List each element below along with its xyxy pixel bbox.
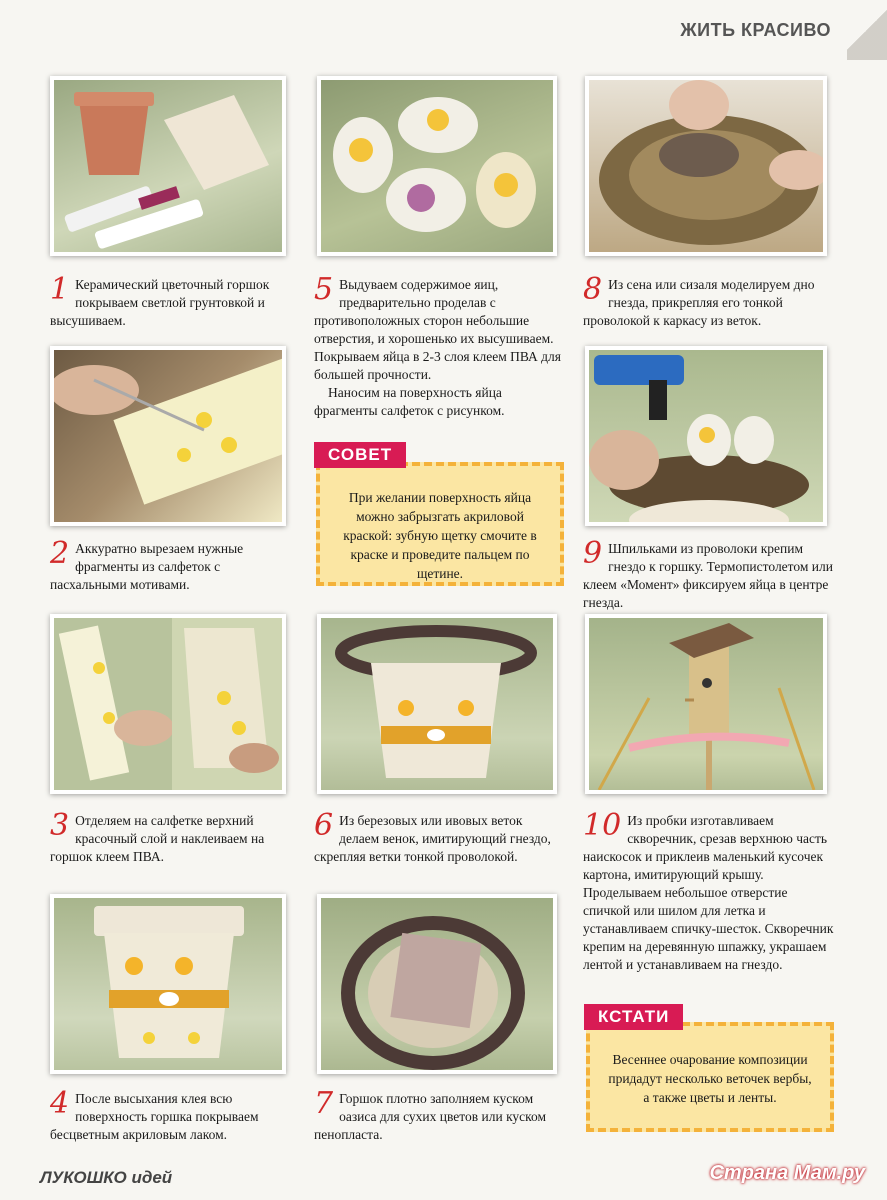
by-the-way-label: КСТАТИ (584, 1004, 683, 1030)
by-the-way-box (586, 1022, 834, 1132)
photo-step-9 (585, 346, 827, 526)
step-7 (314, 1086, 562, 1144)
photo-step-1 (50, 76, 286, 256)
step-number: 6 (314, 808, 334, 843)
photo-step-10 (585, 614, 827, 794)
step-text-continued: Наносим на поверхность яйца фрагменты салфеток с рисунком. (314, 385, 505, 418)
step-8 (583, 272, 833, 330)
step-1 (50, 272, 290, 330)
section-title: ЖИТЬ КРАСИВО (680, 20, 831, 40)
photo-step-8 (585, 76, 827, 256)
step-number: 9 (583, 536, 603, 571)
step-2 (50, 536, 290, 594)
photo-step-7 (317, 894, 557, 1074)
photo-step-6 (317, 614, 557, 794)
magazine-logo: ЛУКОШКО идей (40, 1168, 173, 1187)
step-number: 7 (314, 1086, 334, 1121)
step-text: Из березовых или ивовых веток делаем венок, имитирующий гнездо, скрепляя ветки тонкой проволокой. (314, 813, 551, 864)
by-the-way-text: Весеннее очарование композиции придадут несколько веточек вербы, а также цветы и ленты. (608, 1052, 812, 1105)
step-text: Выдуваем содержимое яиц, предварительно проделав с противоположных сторон небольшие отверстия, и хорошенько их высушиваем. Покрываем яйца в 2-3 слоя клеем ПВА для большей прочности. (314, 277, 561, 382)
step-number: 10 (583, 808, 622, 843)
photo-step-2 (50, 346, 286, 526)
advice-box (316, 462, 564, 586)
step-text: Из пробки изготавливаем скворечник, срезав верхнюю часть наискосок и приклеив маленький кусочек картона, имитирующий крышу. Проделываем небольшое отверстие спичкой или шилом для летка и устанавливаем спичку-шесток. Скворечник крепим на деревянную шпажку, украшаем лентой и устанавливаем на гнездо. (583, 813, 834, 972)
step-text: После высыхания клея всю поверхность горшка покрываем бесцветным акриловым лаком. (50, 1091, 259, 1142)
watermark: Страна Мам.ру (709, 1162, 865, 1184)
step-10 (583, 808, 835, 974)
step-number: 8 (583, 272, 603, 307)
step-number: 5 (314, 272, 334, 307)
step-number: 1 (50, 272, 70, 307)
step-text: Аккуратно вырезаем нужные фрагменты из салфеток с пасхальными мотивами. (50, 541, 244, 592)
step-text: Из сена или сизаля моделируем дно гнезда, прикрепляя его тонкой проволокой к каркасу из веток. (583, 277, 815, 328)
step-text: Шпильками из проволоки крепим гнездо к горшку. Термопистолетом или клеем «Момент» фиксируем яйца в центре гнезда. (583, 541, 833, 610)
photo-step-3 (50, 614, 286, 794)
step-5 (314, 272, 562, 420)
step-9 (583, 536, 833, 612)
corner-decoration (847, 0, 887, 60)
step-3 (50, 808, 290, 866)
step-number: 2 (50, 536, 70, 571)
step-text: Отделяем на салфетке верхний красочный слой и наклеиваем на горшок клеем ПВА. (50, 813, 265, 864)
step-number: 4 (50, 1086, 70, 1121)
advice-text: При желании поверхность яйца можно забрызгать акриловой краской: зубную щетку смочите в краске и проведите пальцем по щетине. (343, 490, 537, 581)
advice-label: СОВЕТ (314, 442, 406, 468)
step-text: Горшок плотно заполняем куском оазиса для сухих цветов или куском пенопласта. (314, 1091, 547, 1142)
step-text: Керамический цветочный горшок покрываем светлой грунтовкой и высушиваем. (50, 277, 270, 328)
photo-step-4 (50, 894, 286, 1074)
photo-step-5 (317, 76, 557, 256)
step-number: 3 (50, 808, 70, 843)
step-4 (50, 1086, 290, 1144)
step-6 (314, 808, 562, 866)
